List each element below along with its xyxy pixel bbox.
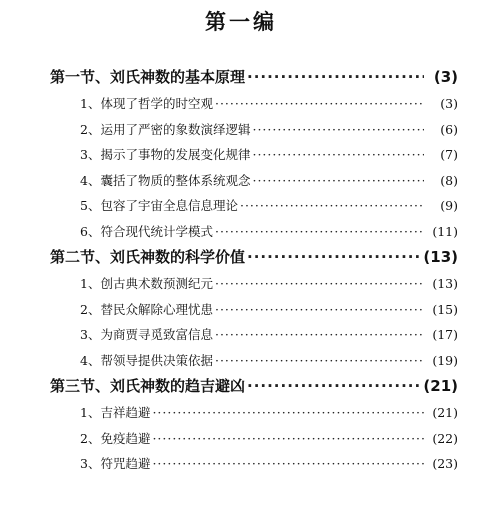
item-title: 2、运用了严密的象数演绎逻辑: [80, 121, 251, 137]
section-title: 第二节、刘氏神数的科学价值: [50, 248, 246, 266]
dot-leader: [240, 193, 424, 219]
toc-item: [50, 322, 458, 348]
section-page-number: (13): [423, 248, 458, 266]
item-page-number: (8): [440, 172, 458, 188]
dot-leader: [152, 426, 424, 452]
item-title: 6、符合现代统计学模式: [80, 223, 213, 239]
section-title: 第一节、刘氏神数的基本原理: [50, 68, 246, 86]
toc-item: [50, 142, 458, 168]
section-page-number: (21): [423, 377, 458, 395]
toc-item: [50, 219, 458, 245]
toc-item: [50, 297, 458, 323]
table-of-contents: [50, 64, 458, 477]
toc-item: [50, 91, 458, 117]
toc-section-1: [50, 64, 458, 91]
toc-item: [50, 117, 458, 143]
dot-leader: [252, 142, 424, 168]
toc-item: [50, 426, 458, 452]
item-page-number: (22): [432, 430, 458, 446]
item-title: 4、囊括了物质的整体系统观念: [80, 172, 251, 188]
item-page-number: (15): [432, 301, 458, 317]
item-title: 1、吉祥趋避: [80, 405, 151, 420]
item-page-number: (13): [432, 276, 458, 291]
section-page-number: (3): [433, 68, 458, 86]
toc-item: [50, 400, 458, 426]
item-page-number: (7): [440, 147, 458, 162]
dot-leader: [252, 168, 424, 194]
item-page-number: (19): [432, 352, 458, 368]
item-page-number: (17): [432, 327, 458, 342]
item-title: 2、免疫趋避: [80, 430, 151, 446]
dot-leader: [215, 348, 424, 374]
dot-leader: [215, 322, 424, 348]
dot-leader: [247, 373, 421, 400]
item-title: 3、揭示了事物的发展变化规律: [80, 147, 251, 162]
item-title: 4、帮领导提供决策依据: [80, 352, 213, 368]
item-page-number: (23): [432, 456, 458, 471]
item-page-number: (11): [432, 223, 458, 239]
item-title: 1、体现了哲学的时空观: [80, 96, 213, 111]
item-page-number: (9): [440, 198, 458, 213]
toc-item: [50, 168, 458, 194]
toc-item: [50, 271, 458, 297]
item-title: 3、符咒趋避: [80, 456, 151, 471]
dot-leader: [215, 271, 424, 297]
item-page-number: (6): [440, 121, 458, 137]
toc-item: [50, 193, 458, 219]
dot-leader: [152, 400, 424, 426]
page-title: 第一编: [205, 10, 277, 34]
dot-leader: [247, 244, 421, 271]
item-title: 2、替民众解除心理忧患: [80, 301, 213, 317]
dot-leader: [247, 64, 424, 91]
dot-leader: [215, 297, 424, 323]
dot-leader: [152, 451, 424, 477]
toc-item: [50, 451, 458, 477]
toc-section-3: [50, 373, 458, 400]
dot-leader: [215, 219, 424, 245]
dot-leader: [215, 91, 424, 117]
toc-item: [50, 348, 458, 374]
item-title: 3、为商贾寻觅致富信息: [80, 327, 213, 342]
item-page-number: (3): [440, 96, 458, 111]
section-title: 第三节、刘氏神数的趋吉避凶: [50, 377, 246, 395]
dot-leader: [252, 117, 424, 143]
item-page-number: (21): [432, 405, 458, 420]
item-title: 1、创古典术数预测纪元: [80, 276, 213, 291]
item-title: 5、包容了宇宙全息信息理论: [80, 198, 238, 213]
toc-section-2: [50, 244, 458, 271]
